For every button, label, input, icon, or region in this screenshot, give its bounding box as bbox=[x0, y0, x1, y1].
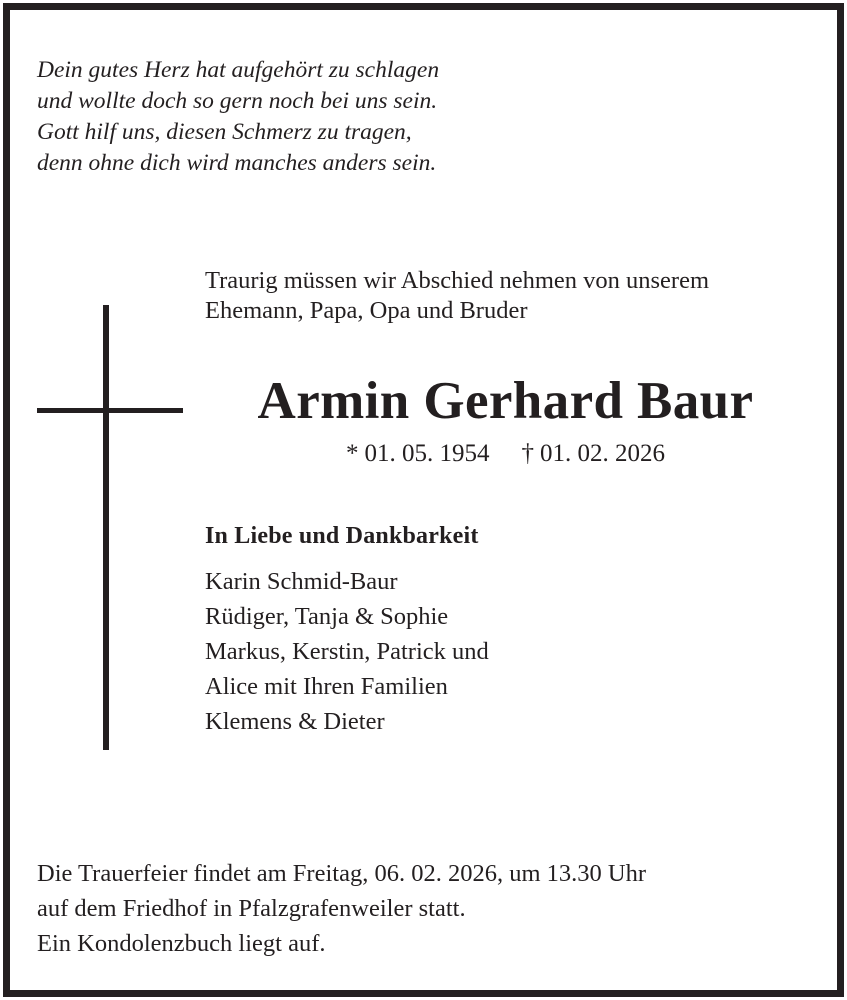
birth-symbol-icon: * bbox=[346, 440, 359, 467]
christian-cross-icon bbox=[37, 305, 183, 750]
mourner-line: Karin Schmid-Baur bbox=[205, 568, 398, 595]
poem-line: und wollte doch so gern noch bei uns sein. bbox=[37, 88, 438, 114]
service-line: Die Trauerfeier findet am Freitag, 06. 02. 2026, um 13.30 Uhr bbox=[37, 860, 646, 887]
mourner-line: Rüdiger, Tanja & Sophie bbox=[205, 603, 449, 630]
tribute-heading: In Liebe und Dankbarkeit bbox=[205, 523, 479, 549]
death-cross-symbol-icon: † bbox=[521, 440, 534, 467]
life-dates bbox=[205, 439, 824, 469]
cross-horizontal-bar bbox=[37, 408, 183, 413]
mourner-line: Markus, Kerstin, Patrick und bbox=[205, 638, 489, 665]
funeral-service-details bbox=[37, 856, 646, 961]
service-line: Ein Kondolenzbuch liegt auf. bbox=[37, 930, 326, 957]
service-line: auf dem Friedhof in Pfalzgrafenweiler statt. bbox=[37, 895, 466, 922]
poem-line: Dein gutes Herz hat aufgehört zu schlagen bbox=[37, 57, 440, 83]
memorial-poem bbox=[37, 55, 439, 179]
intro-line: Ehemann, Papa, Opa und Bruder bbox=[205, 297, 528, 324]
mourner-line: Alice mit Ihren Familien bbox=[205, 673, 448, 700]
birth-date: 01. 05. 1954 bbox=[364, 440, 490, 467]
mourner-line: Klemens & Dieter bbox=[205, 708, 385, 735]
announcement-intro bbox=[205, 266, 824, 326]
announcement-block bbox=[205, 266, 824, 739]
mourners-list bbox=[205, 564, 824, 739]
poem-line: denn ohne dich wird manches anders sein. bbox=[37, 150, 437, 176]
notice-content bbox=[13, 13, 834, 987]
intro-line: Traurig müssen wir Abschied nehmen von unserem bbox=[205, 267, 709, 294]
deceased-name: Armin Gerhard Baur bbox=[257, 372, 754, 430]
poem-line: Gott hilf uns, diesen Schmerz zu tragen, bbox=[37, 119, 412, 145]
cross-vertical-bar bbox=[103, 305, 109, 750]
death-date: 01. 02. 2026 bbox=[540, 440, 665, 467]
